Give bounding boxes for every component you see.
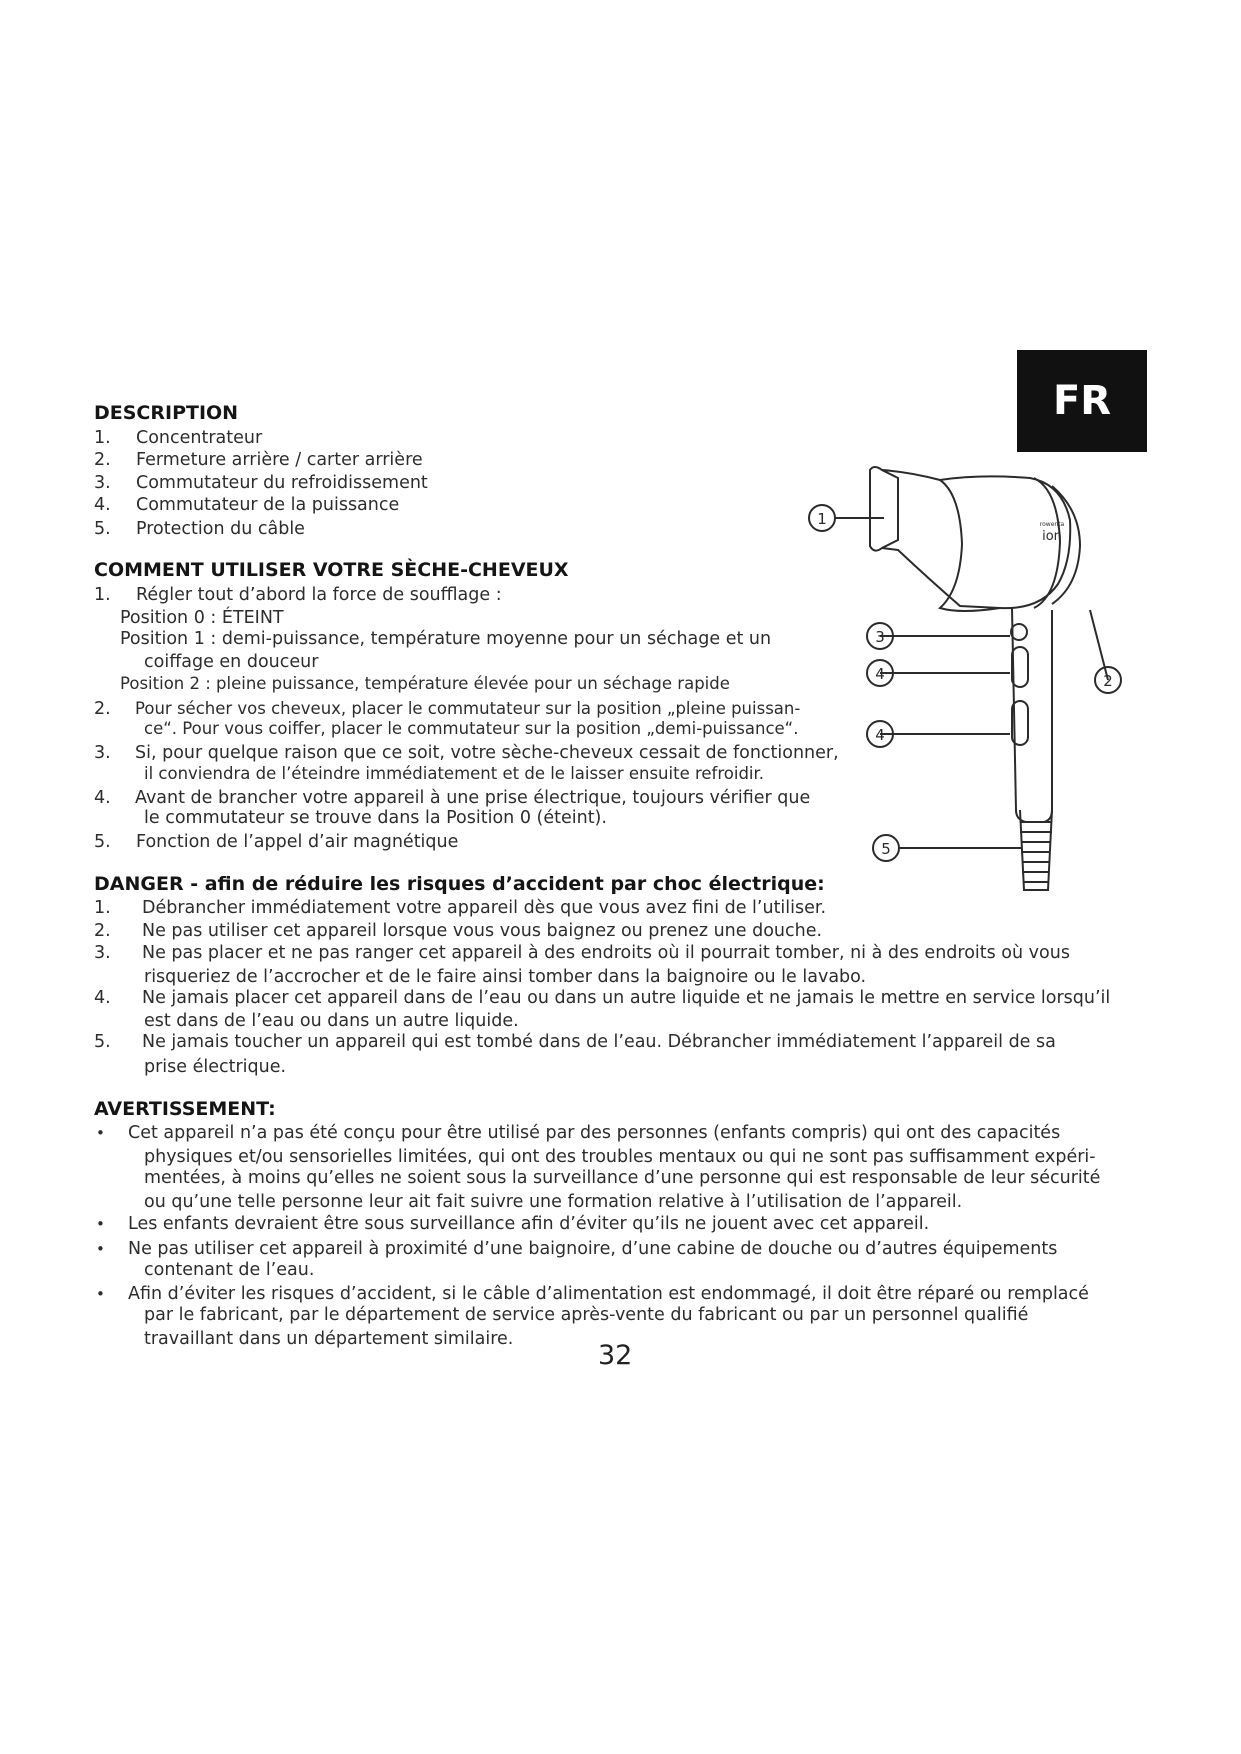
list-item-cont: risqueriez de l’accrocher et de le faire ainsi tomber dans la baignoire ou le lavabo. bbox=[144, 967, 867, 987]
list-item: Avant de brancher votre appareil à une prise électrique, toujours vérifier que bbox=[135, 788, 811, 808]
list-item: Régler tout d’abord la force de soufflage : bbox=[136, 585, 502, 605]
bullet-item-cont: contenant de l’eau. bbox=[144, 1260, 315, 1280]
list-number: 1. bbox=[94, 585, 111, 605]
bullet: • bbox=[96, 1124, 105, 1142]
bullet-item-cont: par le fabricant, par le département de service après-vente du fabricant ou par un personnel qualifié bbox=[144, 1305, 1029, 1325]
nozzle-outline bbox=[870, 467, 898, 551]
list-number: 1. bbox=[94, 898, 111, 918]
list-item: Commutateur de la puissance bbox=[136, 495, 400, 515]
bullet-item-cont: travaillant dans un département similaire. bbox=[144, 1329, 514, 1349]
position-line: Position 2 : pleine puissance, température élevée pour un séchage rapide bbox=[120, 674, 730, 693]
page-number: 32 bbox=[598, 1340, 633, 1371]
callout-label: 3 bbox=[875, 628, 885, 646]
list-item-cont: il conviendra de l’éteindre immédiatement et de le laisser ensuite refroidir. bbox=[144, 764, 765, 783]
bullet-item: Ne pas utiliser cet appareil à proximité d’une baignoire, d’une cabine de douche ou d’autres équipements bbox=[128, 1239, 1058, 1259]
list-item: Ne jamais placer cet appareil dans de l’eau ou dans un autre liquide et ne jamais le mettre en service lorsqu’il bbox=[142, 988, 1111, 1008]
cable-guard bbox=[1020, 810, 1052, 890]
bullet-item-cont: mentées, à moins qu’elles ne soient sous la surveillance d’une personne qui est responsable de leur sécurité bbox=[144, 1168, 1101, 1188]
list-item: Protection du câble bbox=[136, 519, 305, 539]
list-item: Ne jamais toucher un appareil qui est tombé dans de l’eau. Débrancher immédiatement l’appareil de sa bbox=[142, 1032, 1056, 1052]
callout-label: 4 bbox=[875, 665, 885, 683]
bullet-item: Cet appareil n’a pas été conçu pour être utilisé par des personnes (enfants compris) qui ont des capacités bbox=[128, 1123, 1061, 1143]
language-tab: FR bbox=[1017, 350, 1147, 452]
list-number: 2. bbox=[94, 699, 111, 719]
list-number: 2. bbox=[94, 921, 111, 941]
warning-heading: AVERTISSEMENT: bbox=[94, 1098, 276, 1120]
bullet: • bbox=[96, 1285, 105, 1303]
position-line: coiffage en douceur bbox=[144, 652, 319, 672]
list-item: Si, pour quelque raison que ce soit, votre sèche-cheveux cessait de fonctionner, bbox=[135, 743, 839, 763]
list-item: Pour sécher vos cheveux, placer le commutateur sur la position „pleine puissan- bbox=[135, 699, 801, 718]
bullet-item: Les enfants devraient être sous surveillance afin d’éviter qu’ils ne jouent avec cet appareil. bbox=[128, 1214, 930, 1234]
list-item-cont: prise électrique. bbox=[144, 1057, 287, 1077]
list-number: 5. bbox=[94, 832, 111, 852]
usage-heading: COMMENT UTILISER VOTRE SÈCHE-CHEVEUX bbox=[94, 559, 569, 581]
list-number: 4. bbox=[94, 495, 111, 515]
list-item: Débrancher immédiatement votre appareil dès que vous avez fini de l’utiliser. bbox=[142, 898, 827, 918]
position-line: Position 1 : demi-puissance, température moyenne pour un séchage et un bbox=[120, 629, 772, 649]
callout-label: 4 bbox=[875, 726, 885, 744]
brand-small: rowenta bbox=[1039, 521, 1065, 528]
list-number: 3. bbox=[94, 943, 111, 963]
hair-dryer-diagram bbox=[790, 450, 1170, 900]
list-item: Ne pas placer et ne pas ranger cet appareil à des endroits où il pourrait tomber, ni à des endroits où vous bbox=[142, 943, 1070, 963]
list-item-cont: est dans de l’eau ou dans un autre liquide. bbox=[144, 1011, 519, 1031]
list-item: Commutateur du refroidissement bbox=[136, 473, 428, 493]
bullet: • bbox=[96, 1240, 105, 1258]
list-number: 3. bbox=[94, 473, 111, 493]
list-item: Concentrateur bbox=[136, 428, 263, 448]
callout-label: 2 bbox=[1103, 672, 1113, 690]
danger-heading: DANGER - afin de réduire les risques d’accident par choc électrique: bbox=[94, 873, 825, 895]
brand-logo: ion bbox=[1042, 529, 1062, 544]
list-number: 3. bbox=[94, 743, 111, 763]
body-front bbox=[940, 480, 1000, 611]
callout-label: 5 bbox=[881, 840, 891, 858]
bullet-item-cont: physiques et/ou sensorielles limitées, qui ont des troubles mentaux ou qui ne sont pas suffisamment expéri- bbox=[144, 1147, 1096, 1167]
bullet: • bbox=[96, 1215, 105, 1233]
list-number: 5. bbox=[94, 1032, 111, 1052]
description-heading: DESCRIPTION bbox=[94, 402, 239, 424]
list-number: 4. bbox=[94, 988, 111, 1008]
list-item-cont: ce“. Pour vous coiffer, placer le commutateur sur la position „demi-puissance“. bbox=[144, 719, 799, 738]
list-item: Fonction de l’appel d’air magnétique bbox=[136, 832, 459, 852]
list-item-cont: le commutateur se trouve dans la Position 0 (éteint). bbox=[144, 808, 607, 828]
list-number: 5. bbox=[94, 519, 111, 539]
list-item: Ne pas utiliser cet appareil lorsque vous vous baignez ou prenez une douche. bbox=[142, 921, 823, 941]
bullet-item: Afin d’éviter les risques d’accident, si le câble d’alimentation est endommagé, il doit être réparé ou remplacé bbox=[128, 1284, 1089, 1304]
position-line: Position 0 : ÉTEINT bbox=[120, 608, 284, 628]
list-item: Fermeture arrière / carter arrière bbox=[136, 450, 423, 470]
list-number: 2. bbox=[94, 450, 111, 470]
list-number: 1. bbox=[94, 428, 111, 448]
callout-label: 1 bbox=[817, 510, 827, 528]
list-number: 4. bbox=[94, 788, 111, 808]
bullet-item-cont: ou qu’une telle personne leur ait fait suivre une formation relative à l’utilisation de l’appareil. bbox=[144, 1192, 963, 1212]
